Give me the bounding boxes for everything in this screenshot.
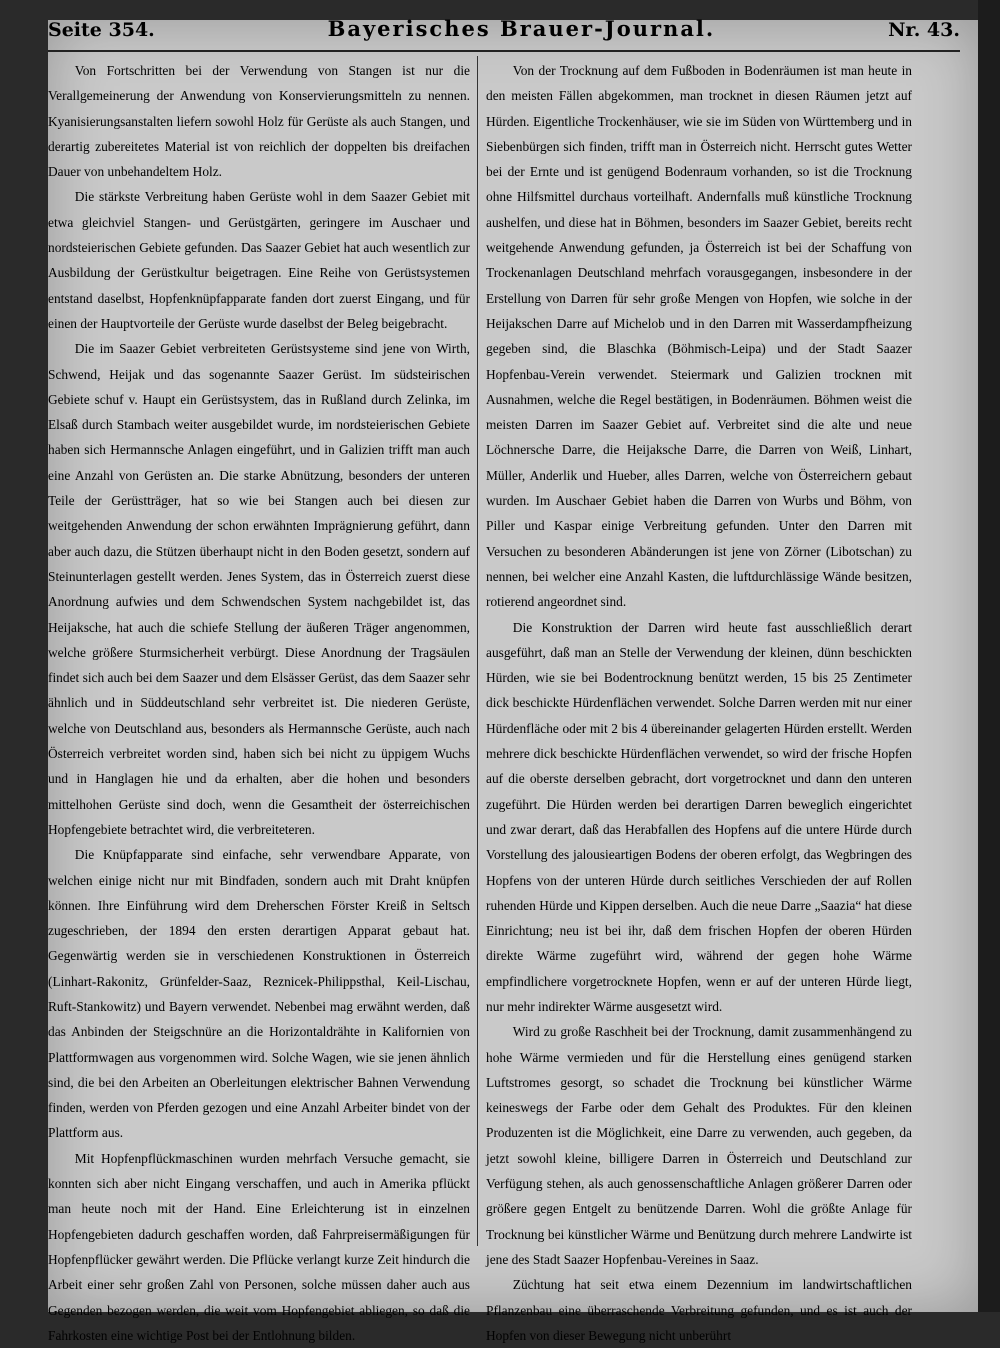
- paragraph: Mit Hopfenpflückmaschinen wurden mehrfach Versuche gemacht, sie konnten sich aber nicht Eingang verschaffen, und auch in Amerika pflückt man heute noch mit der Hand. Eine Erleichterung ist in einzelnen Hopfengebieten dadurch geschaffen worden, daß Fahrpreisermäßigungen für Hopfenpflücker gewährt werden. Die Pflücke verlangt kurze Zeit hindurch die Arbeit einer sehr großen Zahl von Personen, solche müssen daher auch aus Gegenden bezogen werden, die weit vom Hopfengebiet abliegen, so daß die Fahrkosten eine wichtige Post bei der Entlohnung bilden.: [48, 1150, 470, 1343]
- left-column: [48, 58, 470, 1348]
- paragraph: Die im Saazer Gebiet verbreiteten Gerüstsysteme sind jene von Wirth, Schwend, Heijak und das sogenannte Saazer Gerüst. Im südsteirischen Gebiete schuf v. Haupt ein Gerüstsystem, das in Rußland durch Zelinka, im Elsaß durch Stambach weiter ausgebildet wurde, im nordsteierischen Gebiete haben sich Hermannsche Anlagen eingeführt, und in Galizien trifft man auch eine Anzahl von Gerüsten an. Die starke Abnützung, besonders der unteren Teile der Gerüstträger, hat so wie bei Stangen auch bei diesen zur weitgehenden Anwendung der schon erwähnten Imprägnierung geführt, dann aber auch dazu, die Stützen überhaupt nicht in den Boden gesetzt, sondern auf Steinunterlagen gestellt werden. Jenes System, das in Österreich zuerst diese Anordnung aufwies und dem Schwendschen System nachgebildet ist, das Heijaksche, hat auch die schiefe Stellung der äußeren Träger angenommen, welche größere Sturmsicherheit verbürgt. Diese Anordnung der Tragsäulen findet sich auch bei dem Saazer und dem Elsässer Gerüst, das dem Saazer sehr ähnlich und in Süddeutschland sehr verbreitet ist. Die niederen Gerüste, welche von Deutschland aus, besonders als Hermannsche Gerüste, auch nach Österreich verbreitet worden sind, haben sich bei nicht zu üppigem Wuchs und in Hanglagen hie und da erhalten, aber die hohen und besonders mittelhohen Gerüste sind doch, wenn die Gesamtheit der österreichischen Hopfengebiete betrachtet wird, die verbreiteteren.: [48, 341, 470, 837]
- page-header: [48, 16, 960, 50]
- page-number: Seite 354.: [48, 19, 155, 41]
- paragraph: Die stärkste Verbreitung haben Gerüste wohl in dem Saazer Gebiet mit etwa gleichviel Stangen- und Gerüstgärten, geringere im Auschaer und nordsteierischen Gebiete gefunden. Das Saazer Gebiet hat auch wesentlich zur Ausbildung der Gerüstkultur beigetragen. Eine Reihe von Gerüstsystemen entstand daselbst, Hopfenknüpfapparate fanden dort zuerst Eingang, und für einen der Hauptvorteile der Gerüste wurde daselbst der Beleg beigebracht.: [48, 189, 470, 331]
- issue-number: Nr. 43.: [888, 19, 960, 41]
- paragraph: Die Knüpfapparate sind einfache, sehr verwendbare Apparate, von welchen einige nicht nur mit Bindfaden, sondern auch mit Draht knüpfen können. Ihre Einführung wird dem Dreherschen Förster Kreiß in Seltsch zugeschrieben, der 1894 den ersten derartigen Apparat gebaut hat. Gegenwärtig werden sie in verschiedenen Konstruktionen in Österreich (Linhart-Rakonitz, Grünfelder-Saaz, Reznicek-Philippsthal, Keil-Lischau, Ruft-Stankowitz) und Bayern verwendet. Nebenbei mag erwähnt werden, daß das Anbinden der Steigschnüre an die Horizontaldrähte in Kalifornien von Plattformwagen aus vorgenommen wird. Solche Wagen, wie sie jenen ähnlich sind, die bei den Arbeiten an Oberleitungen elektrischer Bahnen Verwendung finden, werden von Pferden gezogen und eine Anzahl Arbeiter bindet von der Plattform aus.: [48, 847, 470, 1141]
- paragraph: Wird zu große Raschheit bei der Trocknung, damit zusammenhängend zu hohe Wärme vermieden und für die Herstellung eines genügend starken Luftstromes gesorgt, so schadet die Trocknung bei künstlicher Wärme keineswegs der Farbe oder dem Gehalt des Produktes. Für den kleinen Produzenten ist die Möglichkeit, eine Darre zu verwenden, auch gegeben, da jetzt sowohl kleine, billigere Darren in Österreich und Deutschland zur Verfügung stehen, als auch genossenschaftliche Anlagen größerer Darren oder größere gegen Entgelt zu benützende Darren. Wohl die größte Anlage für Trocknung bei künstlicher Wärme und Benützung durch mehrere Landwirte ist jene des Stadt Saazer Hopfenbau-Vereines in Saaz.: [486, 1024, 912, 1267]
- journal-title: Bayerisches Brauer-Journal.: [327, 16, 716, 41]
- column-divider: [477, 56, 478, 1246]
- paragraph: Die Konstruktion der Darren wird heute fast ausschließlich derart ausgeführt, daß man an Stelle der Verwendung der kleinen, dünn beschickten Hürden, wie sie bei Bodentrocknung benützt werden, 15 bis 25 Zentimeter dick beschickte Hürdenflächen verwendet. Solche Darren werden mit nur einer Hürdenfläche oder mit 2 bis 4 übereinander gelagerten Hürden erstellt. Werden mehrere dick beschickte Hürdenflächen verwendet, so wird der frische Hopfen auf die oberste derselben gebracht, dort vorgetrocknet und dann den unteren zugeführt. Die Hürden werden bei derartigen Darren beweglich eingerichtet und zwar derart, daß das Herabfallen des Hopfens auf die untere Hürde durch Vorstellung des jalousieartigen Bodens der oberen erfolgt, das Wegbringen des Hopfens von der unteren Hürde durch seitliches Verschieden der auf Rollen ruhenden Hürde und Kippen derselben. Auch die neue Darre „Saazia“ hat diese Einrichtung; neu ist bei ihr, daß dem frischen Hopfen der oberen Hürden direkte Wärme zugeführt wird, während der gegen hohe Wärme empfindlichere vorgetrocknete Hopfen, wenn er auf der unteren Hürde liegt, nur mehr indirekter Wärme ausgesetzt wird.: [486, 619, 912, 1014]
- header-rule: [48, 50, 960, 52]
- right-column: [486, 58, 912, 1348]
- paragraph: Von Fortschritten bei der Verwendung von Stangen ist nur die Verallgemeinerung der Anwendung von Konservierungsmitteln zu nennen. Kyanisierungsanstalten liefern sowohl Holz für Gerüste als auch Stangen, und derartig zubereitetes Material ist von reichlich der doppelten bis dreifachen Dauer von unbehandeltem Holz.: [48, 63, 470, 180]
- paragraph: Von der Trocknung auf dem Fußboden in Bodenräumen ist man heute in den meisten Fällen abgekommen, man trocknet in diesen Räumen jetzt auf Hürden. Eigentliche Trockenhäuser, wie sie im Süden von Württemberg und in Siebenbürgen sich finden, trifft man in Österreich nicht. Herrscht gutes Wetter bei der Ernte und ist genügend Bodenraum vorhanden, so ist die Trocknung ohne Hilfsmittel durchaus vorteilhaft. Andernfalls muß künstliche Trocknung aushelfen, und diese hat in Böhmen, besonders im Saazer Gebiet, bereits recht weitgehende Anwendung gefunden, ja Österreich ist bei der Schaffung von Trockenanlagen Deutschland mehrfach vorausgegangen, insbesondere in der Erstellung von Darren für sehr große Mengen von Hopfen, wie solche in der Heijakschen Darre auf Michelob und in den Darren mit Wasserdampfheizung gegeben sind, die Blaschka (Böhmisch-Leipa) und der Stadt Saazer Hopfenbau-Verein verwendet. Steiermark und Galizien trocknen mit Ausnahmen, welche die Regel bestätigen, in Bodenräumen. Böhmen weist die meisten Darren im Saazer Gebiet auf. Verbreitet sind die alte und neue Löchnersche Darre, die Heijaksche Darre, die Darren von Weiß, Linhart, Müller, Anderlik und Hueber, alles Darren, welche von Österreichern gebaut wurden. Im Auschaer Gebiet haben die Darren von Wurbs und Böhm, von Piller und Kaspar einige Verbreitung gefunden. Unter den Darren mit Versuchen zu besonderen Abänderungen ist jene von Zörner (Libotschan) zu nennen, bei welcher eine Anzahl Kasten, die luftdurchlässige Wände besitzen, rotierend angeordnet sind.: [486, 63, 912, 610]
- paragraph: Züchtung hat seit etwa einem Dezennium im landwirtschaftlichen Pflanzenbau eine überraschende Verbreitung gefunden, und es ist auch der Hopfen von dieser Bewegung nicht unberührt: [486, 1277, 912, 1343]
- page-binding-shadow: [978, 0, 1000, 1312]
